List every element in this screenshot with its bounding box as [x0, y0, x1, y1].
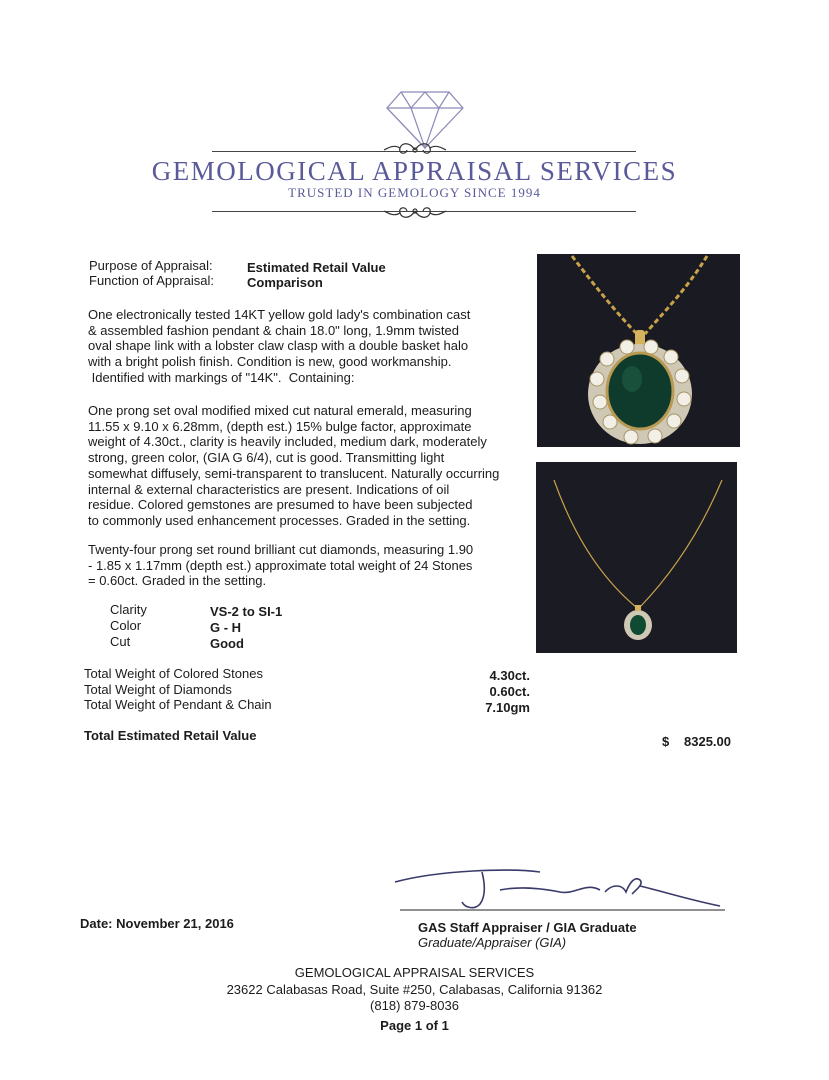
item-line: Identified with markings of "14K". Containing:: [88, 369, 355, 385]
item-description: [88, 307, 470, 386]
pendant-halo: [588, 340, 692, 444]
necklace-full-photo: [536, 462, 737, 653]
function-label: Function of Appraisal:: [89, 273, 215, 288]
footer-address: 23622 Calabasas Road, Suite #250, Calabasas, California 91362: [226, 982, 603, 997]
diamond-description: [88, 542, 473, 589]
item-line: oval shape link with a lobster claw clasp with a double basket halo: [88, 338, 469, 354]
diamond-line: = 0.60ct. Graded in the setting.: [88, 573, 267, 589]
diamond-line: Twenty-four prong set round brilliant cut diamonds, measuring 1.90: [88, 542, 474, 557]
emerald-line: to commonly used enhancement processes. Graded in the setting.: [88, 512, 471, 528]
total-label-colored-stones: Total Weight of Colored Stones: [84, 666, 263, 681]
diamond-line: - 1.85 x 1.17mm (depth est.) approximate total weight of 24 Stones: [88, 557, 473, 573]
footer-company: GEMOLOGICAL APPRAISAL SERVICES: [294, 965, 535, 980]
emerald-line: weight of 4.30ct., clarity is heavily included, medium dark, moderately: [88, 434, 487, 450]
emerald-description: [88, 403, 499, 529]
emerald-line: residue. Colored gemstones are presumed to have been subjected: [88, 497, 473, 513]
appraiser-title: GAS Staff Appraiser / GIA Graduate: [418, 920, 637, 935]
emerald-line: internal & external characteristics are present. Indications of oil: [88, 481, 450, 497]
item-line: One electronically tested 14KT yellow gold lady's combination cast: [88, 307, 471, 322]
total-label-pendant-chain: Total Weight of Pendant & Chain: [84, 697, 272, 712]
emerald-line: somewhat diffusely, semi-transparent to translucent. Naturally occurring: [88, 465, 500, 481]
function-value: Comparison: [247, 275, 323, 290]
total-label-diamonds: Total Weight of Diamonds: [84, 682, 232, 697]
grade-value-cut: Good: [210, 636, 244, 651]
ornament-bottom-icon: [382, 201, 448, 223]
grade-label-clarity: Clarity: [110, 602, 147, 617]
company-tagline: TRUSTED IN GEMOLOGY SINCE 1994: [288, 185, 541, 200]
retail-label: Total Estimated Retail Value: [84, 728, 257, 743]
item-line: & assembled fashion pendant & chain 18.0" long, 1.9mm twisted: [88, 322, 460, 338]
grade-value-color: G - H: [210, 620, 242, 635]
emerald-line: One prong set oval modified mixed cut natural emerald, measuring: [88, 403, 472, 418]
emerald-line: 11.55 x 9.10 x 6.28mm, (depth est.) 15% bulge factor, approximate: [88, 418, 472, 434]
appraiser-signature: [390, 862, 730, 914]
grade-label-color: Color: [110, 618, 142, 633]
total-value-colored-stones: 4.30ct.: [489, 668, 530, 683]
page-number: Page 1 of 1: [380, 1018, 449, 1033]
retail-currency: $: [662, 734, 670, 749]
purpose-value: Estimated Retail Value: [247, 260, 386, 275]
appraiser-subtitle: Graduate/Appraiser (GIA): [418, 935, 567, 950]
pendant-closeup-photo: [537, 254, 740, 447]
total-value-diamonds: 0.60ct.: [489, 684, 530, 699]
purpose-label: Purpose of Appraisal:: [89, 258, 213, 273]
emerald-line: strong, green color, (GIA G 6/4), cut is good. Transmitting light: [88, 450, 445, 466]
company-title: GEMOLOGICAL APPRAISAL SERVICES: [151, 156, 678, 186]
footer-phone: (818) 879-8036: [370, 998, 459, 1013]
grade-label-cut: Cut: [110, 634, 131, 649]
item-line: with a bright polish finish. Condition is new, good workmanship.: [88, 354, 452, 370]
grade-value-clarity: VS-2 to SI-1: [210, 604, 283, 619]
appraisal-date: Date: November 21, 2016: [80, 916, 234, 931]
total-value-pendant-chain: 7.10gm: [485, 700, 530, 715]
retail-amount: 8325.00: [684, 734, 731, 749]
